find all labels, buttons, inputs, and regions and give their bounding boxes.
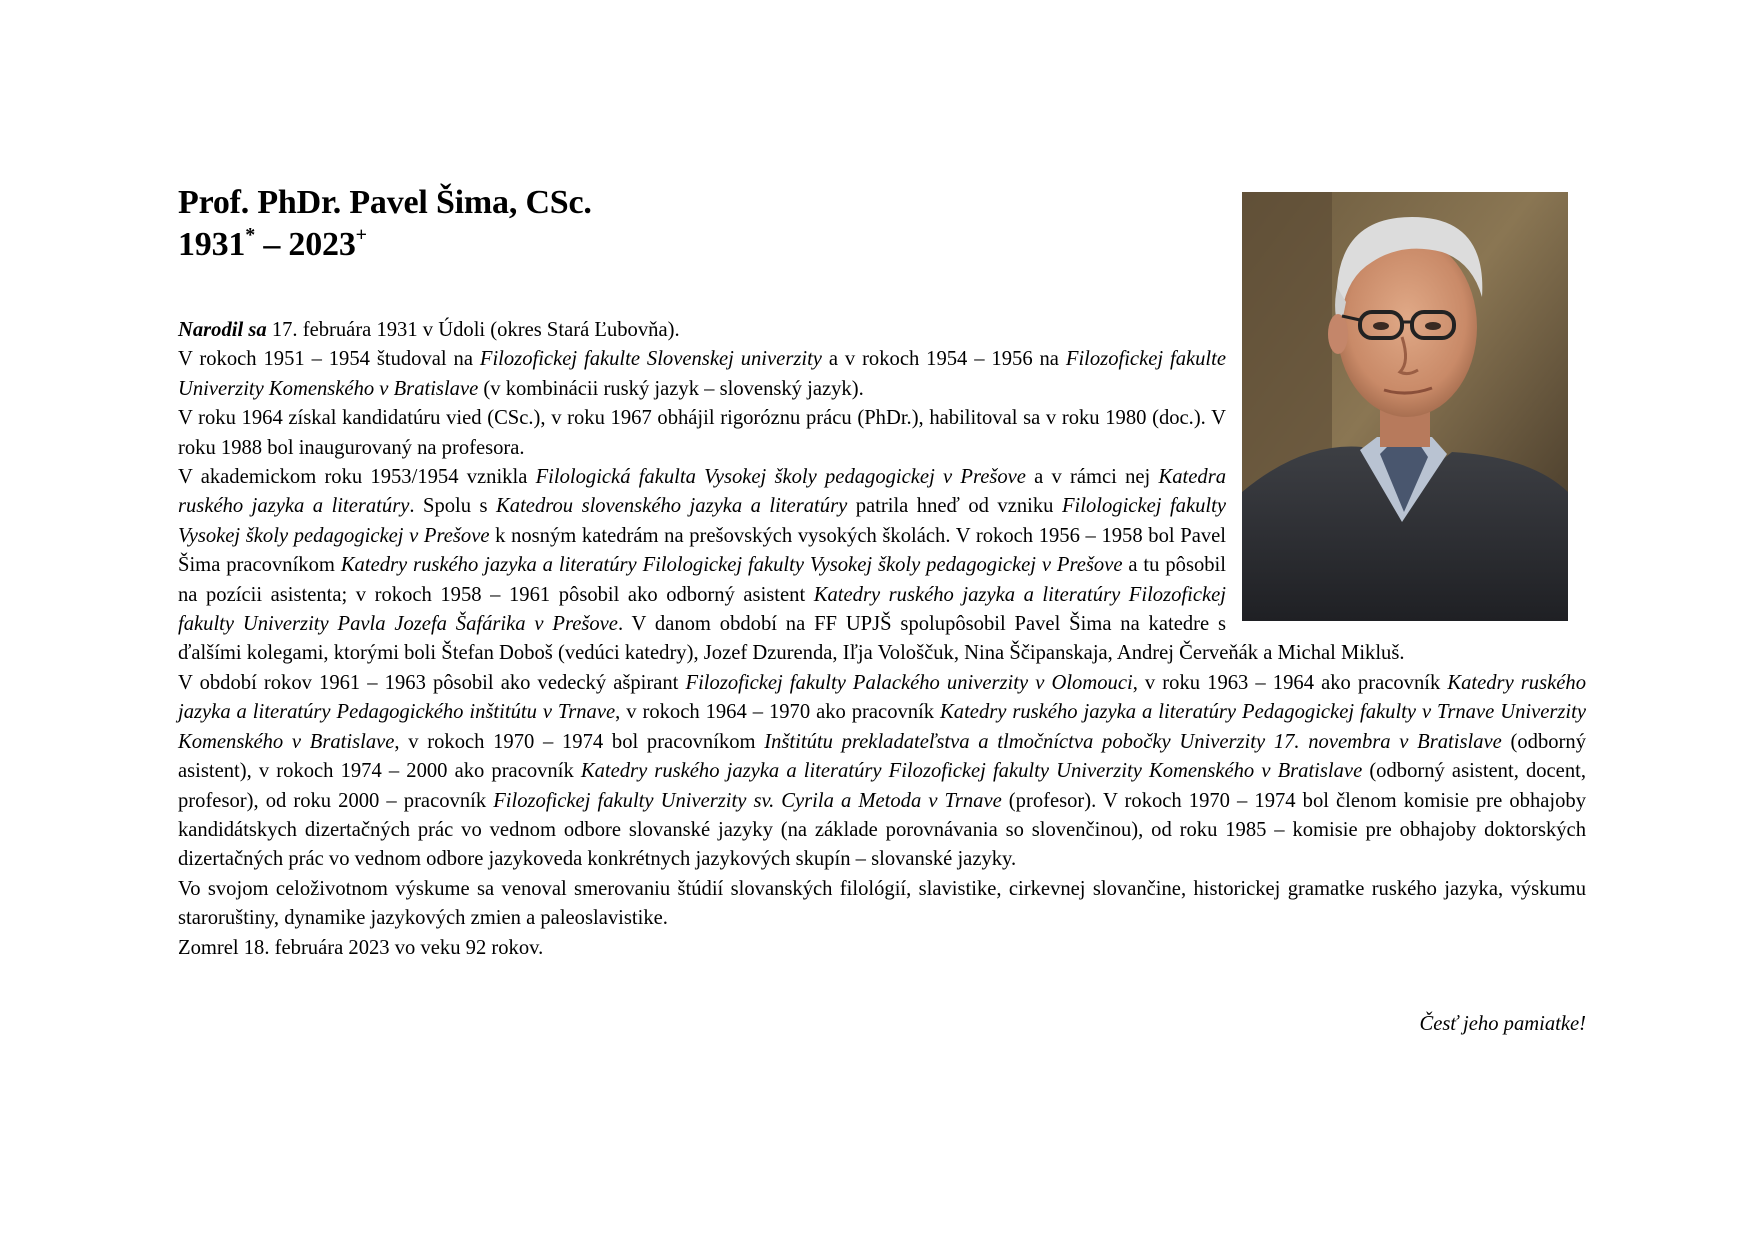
bio-text: , v rokoch 1964 – 1970 ako pracovník	[615, 701, 941, 724]
bio-text: . Spolu s	[409, 495, 497, 518]
bio-paragraph-career	[178, 669, 1586, 875]
bio-text: V rokoch 1951 – 1954 študoval na	[178, 348, 480, 371]
bio-paragraph-research: Vo svojom celoživotnom výskume sa venoval smerovaniu štúdií slovanských filológií, slavistike, cirkevnej slovančine, historickej gramatke ruského jazyka, výskumu staroruštiny, dynamike jazykových zmien a paleoslavistike.	[178, 877, 1586, 930]
closing-tribute: Česť jeho pamiatke!	[1419, 1013, 1586, 1035]
bio-text: , v rokoch 1970 – 1974 bol pracovníkom	[394, 730, 765, 753]
birth-mark: *	[245, 223, 256, 246]
bio-institution: Katedra ruského jazyka a literatúry	[178, 466, 1227, 518]
bio-institution: Katedry ruského jazyka a literatúry Filologickej fakulty Vysokej školy pedagogickej v Prešove	[340, 554, 1123, 577]
bio-text: (profesor). V rokoch 1970 – 1974 bol členom komisie pre obhajoby kandidátskych dizertačných prác vo vednom odbore slovanské jazyky (na základe porovnávania so slovenčinou), od roku 1985 – komisie pre obhajoby doktorských dizertačných prác vo vednom odbore jazykoveda konkrétnych jazykových skupín – slovanské jazyky.	[178, 789, 1587, 871]
bio-text: . V danom období na FF UPJŠ spolupôsobil Pavel Šima na katedre s ďalšími kolegami, ktorými boli Štefan Doboš (vedúci katedry), Jozef Dzurenda, Iľja Vološčuk, Nina Ščipanskaja, Andrej Červeňák a Michal Mikluš.	[178, 613, 1405, 665]
bio-text: , v roku 1963 – 1964 ako pracovník	[1132, 671, 1448, 694]
bio-institution: Filozofickej fakulte Univerzity Komenského v Bratislave	[178, 348, 1227, 400]
bio-text: V akademickom roku 1953/1954 vznikla	[178, 466, 536, 489]
bio-institution: Katedrou slovenského jazyka a literatúry	[496, 495, 848, 518]
bio-lead: Narodil sa	[178, 319, 267, 341]
bio-institution: Inštitútu prekladateľstva a tlmočníctva pobočky Univerzity 17. novembra v Bratislave	[764, 730, 1502, 753]
bio-institution: Katedry ruského jazyka a literatúry Pedagogického inštitútu v Trnave	[178, 671, 1586, 724]
page-title	[178, 182, 592, 266]
bio-text: 17. februára 1931 v Údoli (okres Stará Ľubovňa).	[266, 319, 680, 341]
bio-institution: Filozofickej fakulte Slovenskej univerzity	[479, 348, 822, 371]
biography-text	[178, 316, 1586, 963]
person-name: Prof. PhDr. Pavel Šima, CSc.	[178, 184, 592, 221]
bio-institution: Filozofickej fakulty Univerzity sv. Cyrila a Metoda v Trnave	[493, 789, 1002, 812]
bio-text: V období rokov 1961 – 1963 pôsobil ako vedecký ašpirant	[178, 671, 686, 694]
bio-text: patrila hneď od vzniku	[847, 495, 1062, 518]
bio-institution: Katedry ruského jazyka a literatúry Filozofickej fakulty Univerzity Komenského v Bratislave	[580, 760, 1363, 783]
year-dash: –	[255, 226, 289, 263]
bio-text: (odborný asistent), v rokoch 1974 – 2000 ako pracovník	[178, 730, 1586, 783]
bio-institution: Katedry ruského jazyka a literatúry Filozofickej fakulty Univerzity Pavla Jozefa Šafárika v Prešove	[178, 583, 1226, 636]
bio-text: (odborný asistent, docent, profesor), od roku 2000 – pracovník	[178, 760, 1586, 812]
death-year: 2023	[288, 226, 356, 263]
photo-spacer	[1226, 316, 1586, 616]
bio-text: (v kombinácii ruský jazyk – slovenský jazyk).	[478, 377, 864, 400]
bio-paragraph-degrees: V roku 1964 získal kandidatúru vied (CSc.), v roku 1967 obhájil rigoróznu prácu (PhDr.), habilitoval sa v roku 1980 (doc.). V roku 1988 bol inaugurovaný na profesora.	[178, 407, 1226, 459]
bio-text: k nosným katedrám na prešovských vysokých školách. V rokoch 1956 – 1958 bol Pavel Šima pracovníkom	[178, 524, 1226, 577]
bio-text: a tu pôsobil na pozícii asistenta; v rokoch 1958 – 1961 pôsobil ako odborný asistent	[178, 554, 1226, 606]
bio-institution: Filologická fakulta Vysokej školy pedagogickej v Prešove	[535, 466, 1026, 489]
bio-institution: Katedry ruského jazyka a literatúry Pedagogickej fakulty v Trnave Univerzity Komenského v Bratislave	[178, 701, 1586, 753]
bio-paragraph-death: Zomrel 18. februára 2023 vo veku 92 rokov.	[178, 936, 544, 959]
death-mark: +	[355, 223, 367, 246]
birth-year: 1931	[178, 226, 246, 263]
bio-text: a v rámci nej	[1025, 466, 1159, 489]
bio-institution: Filozofickej fakulty Palackého univerzity v Olomouci	[685, 671, 1133, 694]
bio-text: a v rokoch 1954 – 1956 na	[821, 348, 1066, 371]
bio-institution: Filologickej fakulty Vysokej školy pedagogickej v Prešove	[178, 495, 1226, 547]
